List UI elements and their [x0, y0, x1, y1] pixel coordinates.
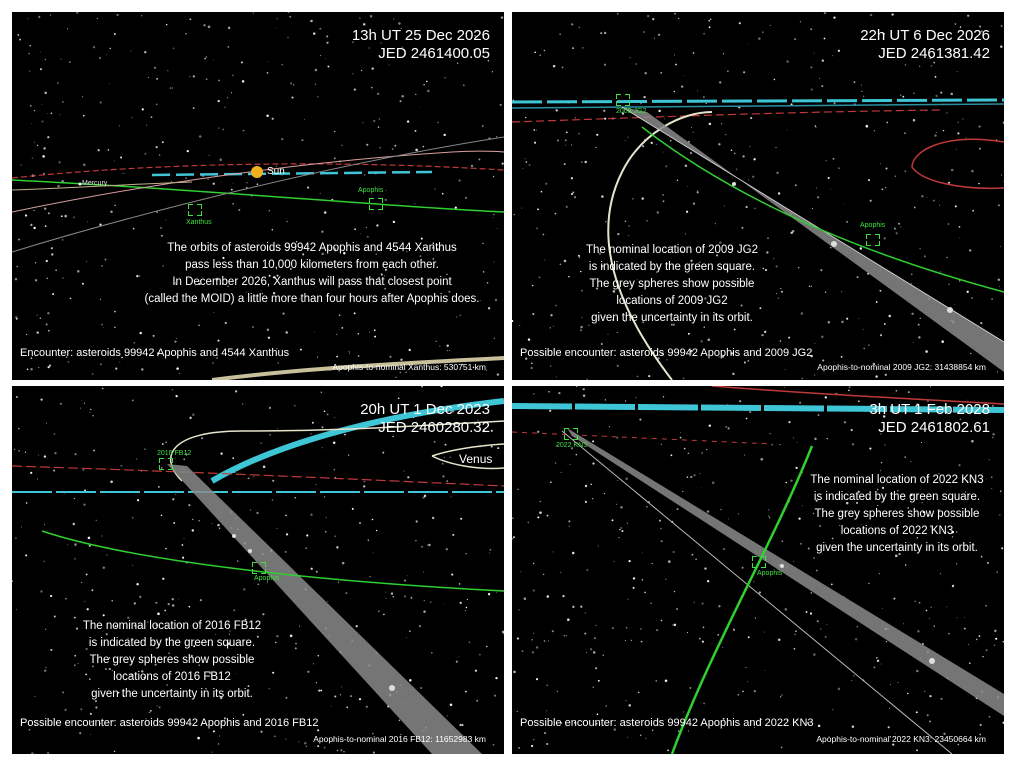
panel-distance: Apophis-to-nominal 2016 FB12: 11652983 km	[313, 734, 486, 744]
red-orbit-right	[912, 139, 1004, 188]
panel-2016fb12	[12, 386, 504, 754]
panel-time: 20h UT 1 Dec 2023	[360, 401, 490, 418]
panel-jed: JED 2461802.61	[878, 419, 990, 436]
xanthus-label: Xanthus	[186, 219, 212, 226]
apophis-marker	[866, 234, 880, 246]
earth-orbit	[152, 172, 432, 175]
orbit-diagram	[12, 12, 504, 380]
panel-description: The orbits of asteroids 99942 Apophis and 4544 Xanthus pass less than 10,000 kilometers from each other. In December 2026, Xanthus will pass that closest point (called the MOID) a little more than four hours after Apophis does.	[144, 242, 480, 305]
panel-2022kn3	[512, 386, 1004, 754]
panel-2009jg2	[512, 12, 1004, 380]
target-label: 2009 JG2	[616, 108, 647, 115]
panel-caption: Possible encounter: asteroids 99942 Apophis and 2016 FB12	[20, 717, 319, 729]
target-marker	[564, 428, 578, 440]
apophis-label: Apophis	[358, 187, 384, 194]
panel-distance: Apophis-to-nominal Xanthus: 530751 km	[332, 362, 486, 372]
mercury-label: Mercury	[82, 180, 108, 187]
target-marker	[159, 458, 173, 470]
target-label: 2016 FB12	[157, 450, 192, 457]
earth-orbit	[512, 100, 1004, 102]
apophis-label: Apophis	[254, 575, 280, 582]
panel-description: The nominal location of 2009 JG2 is indicated by the green square. The grey spheres show possible locations of 2009 JG2 given the uncertainty in its orbit.	[586, 244, 758, 324]
panel-caption: Possible encounter: asteroids 99942 Apophis and 2009 JG2	[520, 347, 813, 359]
sun-icon	[251, 166, 263, 178]
panel-time: 13h UT 25 Dec 2026	[351, 27, 490, 44]
venus-label: Venus	[459, 452, 493, 466]
grey-orbit	[12, 137, 504, 252]
panel-time: 3h UT 1 Feb 2028	[869, 401, 990, 418]
earth-orbit-back	[512, 104, 1004, 108]
panel-jed: JED 2460280.32	[378, 419, 490, 436]
uncertainty-band	[622, 107, 1004, 372]
apophis-label: Apophis	[757, 570, 783, 577]
target-marker	[616, 94, 630, 106]
red-dash	[512, 432, 772, 444]
apophis-label: Apophis	[860, 222, 886, 229]
uncertainty-band	[167, 464, 482, 754]
apophis-marker	[369, 198, 383, 210]
panel-caption: Encounter: asteroids 99942 Apophis and 4544 Xanthus	[20, 347, 290, 359]
apophis-marker	[252, 562, 266, 574]
green-orbit	[672, 446, 812, 754]
apophis-marker	[752, 556, 766, 568]
panel-caption: Possible encounter: asteroids 99942 Apophis and 2022 KN3	[520, 717, 814, 729]
panel-jed: JED 2461400.05	[378, 45, 490, 62]
panel-distance: Apophis-to-nominal 2009 JG2: 31438854 km	[817, 362, 986, 372]
panel-description: The nominal location of 2016 FB12 is indicated by the green square. The grey spheres show possible locations of 2016 FB12 given the uncertainty in its orbit.	[82, 620, 262, 700]
panel-distance: Apophis-to-nominal 2022 KN3: 23450664 km	[816, 734, 986, 744]
xanthus-marker	[188, 204, 202, 216]
target-label: 2022 KN3	[556, 442, 588, 449]
panel-jed: JED 2461381.42	[878, 45, 990, 62]
panel-xanthus	[12, 12, 504, 380]
red-orbit	[512, 110, 942, 122]
panel-description: The nominal location of 2022 KN3 is indicated by the green square. The grey spheres show possible locations of 2022 KN3 given the uncertainty in its orbit.	[810, 474, 984, 554]
sun-label: Sun	[267, 166, 285, 177]
red-orbit	[12, 466, 504, 486]
panel-time: 22h UT 6 Dec 2026	[860, 27, 990, 44]
